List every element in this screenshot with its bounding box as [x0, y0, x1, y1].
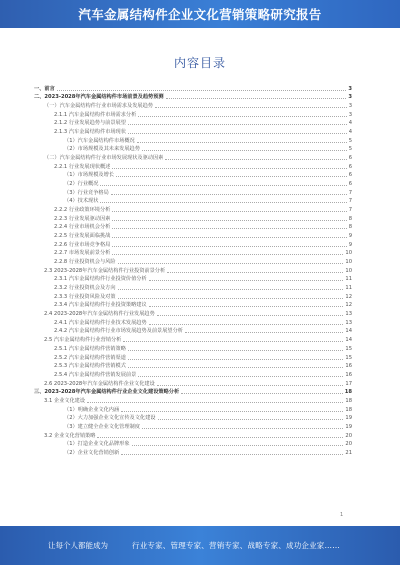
toc-heading: 内容目录 — [173, 56, 226, 70]
toc-leader-dots — [185, 332, 343, 333]
toc-entry-title: （1）市场规模及增长 — [64, 172, 114, 179]
report-title: 汽车金属结构件企业文化营销策略研究报告 — [78, 7, 322, 22]
toc-entry-title: 3.1 企业文化建设 — [44, 397, 86, 404]
toc-entry-page: 10 — [345, 250, 352, 257]
toc-entry-title: 2.3.3 行业投资风险及对策 — [54, 293, 116, 300]
toc-entry-title: 2.2.7 市场发展前景分析 — [54, 250, 111, 257]
toc-entry-page: 7 — [348, 189, 352, 196]
toc-entry-title: 2.1.3 汽车金属结构件市场现状 — [54, 129, 126, 136]
toc-entry[interactable] — [34, 119, 352, 128]
toc-entry-title: 2.2.6 行业市场竞争格局 — [54, 241, 111, 248]
toc-leader-dots — [128, 350, 343, 351]
toc-entry-page: 3 — [348, 94, 352, 101]
toc-leader-dots — [97, 437, 343, 438]
toc-entry[interactable] — [34, 127, 352, 136]
toc-entry-page: 6 — [348, 155, 352, 162]
toc-entry-title: 2.3.2 行业投资机会及方向 — [54, 285, 116, 292]
toc-entry[interactable] — [34, 309, 352, 318]
toc-entry-page: 15 — [345, 354, 352, 361]
toc-entry[interactable] — [34, 101, 352, 110]
toc-entry[interactable] — [34, 353, 352, 362]
toc-leader-dots — [165, 159, 346, 160]
toc-entry-title: 2.3.4 汽车金属结构件行业投资策略建议 — [54, 302, 147, 309]
toc-entry-page: 7 — [348, 207, 352, 214]
toc-entry-title: 三、2023-2028年汽车金属结构件行业企业文化建设策略分析 — [34, 389, 180, 396]
toc-entry[interactable] — [34, 370, 352, 379]
toc-leader-dots — [57, 90, 347, 91]
toc-entry[interactable] — [34, 153, 352, 162]
toc-leader-dots — [123, 341, 343, 342]
toc-entry[interactable] — [34, 440, 352, 449]
toc-entry[interactable] — [34, 145, 352, 154]
toc-entry-page: 3 — [348, 111, 352, 118]
toc-entry-page: 6 — [348, 163, 352, 170]
toc-entry-title: 2.4.1 汽车金属结构件行业技术发展趋势 — [54, 319, 147, 326]
toc-entry-page: 18 — [345, 406, 352, 413]
toc-entry-page: 14 — [345, 328, 352, 335]
toc-entry-title: 2.5.1 汽车金属结构件营销策略 — [54, 345, 126, 352]
toc-entry-page: 19 — [345, 423, 352, 430]
toc-entry-title: 2.2.3 行业发展驱动因素 — [54, 215, 111, 222]
toc-entry-title: （3）建立健全企业文化管理制度 — [64, 423, 140, 430]
toc-leader-dots — [112, 228, 346, 229]
toc-entry-page: 18 — [344, 389, 352, 396]
toc-entry-title: （4）技术现状 — [64, 198, 99, 205]
toc-entry-title: 2.3.1 汽车金属结构件行业投资价值分析 — [54, 276, 147, 283]
toc-leader-dots — [138, 376, 343, 377]
toc-entry[interactable] — [34, 249, 352, 258]
toc-leader-dots — [121, 411, 343, 412]
toc-entry-title: 2.5.2 汽车金属结构件营销渠道 — [54, 354, 126, 361]
toc-entry-page: 3 — [348, 85, 352, 92]
toc-entry-page: 15 — [345, 345, 352, 352]
toc-leader-dots — [112, 254, 343, 255]
toc-leader-dots — [132, 445, 344, 446]
toc-entry-page: 9 — [348, 233, 352, 240]
toc-leader-dots — [138, 116, 346, 117]
toc-entry-page: 9 — [348, 241, 352, 248]
toc-leader-dots — [112, 211, 346, 212]
toc-entry-title: 2.1.2 行业发展趋势与前景展望 — [54, 120, 126, 127]
toc-entry-title: （二）汽车金属结构件行业市场发展现状及驱动因素 — [44, 155, 164, 162]
toc-entry-title: 2.2.5 行业发展面临挑战 — [54, 233, 111, 240]
toc-entry-page: 19 — [345, 415, 352, 422]
toc-entry[interactable] — [34, 231, 352, 240]
toc-entry[interactable] — [34, 327, 352, 336]
toc-entry[interactable] — [34, 301, 352, 310]
table-of-contents — [34, 84, 352, 457]
toc-entry-page: 20 — [345, 441, 352, 448]
toc-entry-page: 11 — [345, 285, 352, 292]
toc-entry-page: 17 — [345, 380, 352, 387]
toc-entry[interactable] — [34, 335, 352, 344]
toc-leader-dots — [167, 272, 343, 273]
toc-entry[interactable] — [34, 214, 352, 223]
toc-entry-title: 2.3 2023-2028年汽车金属结构件行业投资前景分析 — [44, 267, 166, 274]
footer-slogan-right: 行业专家、管理专家、营销专家、战略专家、成功企业家…… — [132, 541, 340, 550]
toc-entry[interactable] — [34, 275, 352, 284]
toc-entry[interactable] — [34, 188, 352, 197]
toc-entry-title: 2.4 2023-2028年汽车金属结构件行业发展趋势 — [44, 311, 155, 318]
toc-entry-page: 13 — [345, 319, 352, 326]
toc-entry[interactable] — [34, 318, 352, 327]
toc-leader-dots — [155, 107, 347, 108]
toc-entry[interactable] — [34, 266, 352, 275]
toc-leader-dots — [100, 202, 346, 203]
toc-leader-dots — [112, 220, 346, 221]
toc-entry-title: 2.6 2023-2028年汽车金属结构件企业文化建设 — [44, 380, 155, 387]
toc-entry-title: 2.2.8 行业投资机会与风险 — [54, 259, 116, 266]
toc-entry-title: 3.2 企业文化营销策略 — [44, 432, 96, 439]
toc-leader-dots — [158, 419, 344, 420]
toc-entry-title: 2.4.2 汽车金属结构件行业市场发展趋势及前景展望分析 — [54, 328, 183, 335]
toc-entry[interactable] — [34, 197, 352, 206]
toc-leader-dots — [157, 385, 344, 386]
footer-banner — [0, 526, 400, 565]
toc-entry-page: 4 — [348, 129, 352, 136]
toc-leader-dots — [149, 280, 344, 281]
toc-entry[interactable] — [34, 257, 352, 266]
toc-entry-title: 2.5.4 汽车金属结构件营销发展前景 — [54, 371, 137, 378]
toc-entry[interactable] — [34, 223, 352, 232]
toc-leader-dots — [87, 402, 343, 403]
toc-entry[interactable] — [34, 162, 352, 171]
toc-entry-page: 5 — [348, 137, 352, 144]
toc-entry[interactable] — [34, 448, 352, 457]
footer-slogan-left: 让每个人都能成为 — [48, 541, 108, 550]
toc-entry-page: 16 — [345, 363, 352, 370]
toc-entry[interactable] — [34, 292, 352, 301]
toc-entry-page: 8 — [348, 224, 352, 231]
toc-entry-title: （1）明确企业文化内涵 — [64, 406, 120, 413]
toc-leader-dots — [128, 124, 347, 125]
toc-entry-page: 18 — [345, 397, 352, 404]
toc-leader-dots — [112, 237, 346, 238]
toc-leader-dots — [100, 185, 346, 186]
toc-leader-dots — [112, 168, 346, 169]
toc-entry-page: 21 — [345, 449, 352, 456]
page-number: 1 — [340, 512, 344, 518]
toc-leader-dots — [149, 324, 344, 325]
toc-entry-title: （2）大力加强企业文化宣传及文化建设 — [64, 415, 156, 422]
toc-entry-title: 2.2.1 行业发展现状概述 — [54, 163, 111, 170]
toc-entry[interactable] — [34, 283, 352, 292]
toc-entry-title: （2）行业概况 — [64, 181, 99, 188]
toc-entry[interactable] — [34, 379, 352, 388]
toc-entry-title: （一）汽车金属结构件行业市场需求及发展趋势 — [44, 103, 153, 110]
toc-entry-page: 10 — [345, 267, 352, 274]
toc-leader-dots — [111, 194, 347, 195]
toc-entry[interactable] — [34, 344, 352, 353]
toc-entry[interactable] — [34, 205, 352, 214]
toc-entry[interactable] — [34, 362, 352, 371]
toc-entry-page: 3 — [348, 103, 352, 110]
toc-entry-page: 4 — [348, 120, 352, 127]
toc-entry[interactable] — [34, 240, 352, 249]
toc-leader-dots — [112, 246, 346, 247]
toc-entry-title: 2.5.3 汽车金属结构件营销模式 — [54, 363, 126, 370]
toc-entry[interactable] — [34, 84, 352, 93]
toc-leader-dots — [118, 289, 344, 290]
toc-entry[interactable] — [34, 405, 352, 414]
toc-leader-dots — [116, 176, 347, 177]
toc-entry-title: （2）企业文化营销创新 — [64, 449, 120, 456]
toc-entry-page: 5 — [348, 146, 352, 153]
toc-leader-dots — [137, 142, 347, 143]
toc-leader-dots — [128, 367, 343, 368]
toc-entry[interactable] — [34, 171, 352, 180]
toc-leader-dots — [118, 263, 344, 264]
toc-entry-title: 2.5 汽车金属结构件行业营销分析 — [44, 337, 122, 344]
toc-leader-dots — [118, 298, 344, 299]
toc-leader-dots — [157, 315, 344, 316]
toc-entry[interactable] — [34, 388, 352, 397]
toc-entry-title: 2.2.2 行业政策环境分析 — [54, 207, 111, 214]
toc-entry[interactable] — [34, 110, 352, 119]
toc-entry-title: （2）市场规模及其未来发展趋势 — [64, 146, 140, 153]
toc-leader-dots — [128, 133, 347, 134]
toc-entry-page: 10 — [345, 259, 352, 266]
toc-entry-page: 12 — [345, 293, 352, 300]
header-banner — [0, 0, 400, 28]
toc-entry-title: 2.2.4 行业市场机会分析 — [54, 224, 111, 231]
toc-entry-page: 6 — [348, 172, 352, 179]
toc-entry-title: 二、2023-2028年汽车金属结构件市场前景及趋势预测 — [34, 94, 164, 101]
toc-entry[interactable] — [34, 93, 352, 102]
toc-leader-dots — [166, 98, 347, 99]
toc-entry-page: 6 — [348, 181, 352, 188]
toc-entry[interactable] — [34, 396, 352, 405]
toc-entry[interactable] — [34, 179, 352, 188]
toc-entry-page: 12 — [345, 302, 352, 309]
toc-entry[interactable] — [34, 414, 352, 423]
toc-entry-page: 14 — [345, 337, 352, 344]
toc-entry-page: 20 — [345, 432, 352, 439]
toc-entry[interactable] — [34, 136, 352, 145]
toc-leader-dots — [142, 150, 347, 151]
toc-leader-dots — [128, 359, 343, 360]
toc-leader-dots — [142, 428, 343, 429]
toc-entry[interactable] — [34, 431, 352, 440]
toc-entry-page: 16 — [345, 371, 352, 378]
toc-entry-title: 一、前言 — [34, 85, 55, 92]
toc-entry-title: （1）打造企业文化品牌形象 — [64, 441, 130, 448]
toc-leader-dots — [149, 306, 344, 307]
toc-leader-dots — [121, 454, 343, 455]
toc-entry[interactable] — [34, 422, 352, 431]
toc-entry-title: 2.1.1 汽车金属结构件市场需求分析 — [54, 111, 137, 118]
toc-entry-page: 8 — [348, 215, 352, 222]
toc-entry-title: （3）行业竞争格局 — [64, 189, 109, 196]
toc-entry-title: （1）汽车金属结构件市场概况 — [64, 137, 135, 144]
toc-entry-page: 11 — [345, 276, 352, 283]
toc-entry-page: 13 — [345, 311, 352, 318]
toc-entry-page: 7 — [348, 198, 352, 205]
toc-leader-dots — [181, 393, 343, 394]
